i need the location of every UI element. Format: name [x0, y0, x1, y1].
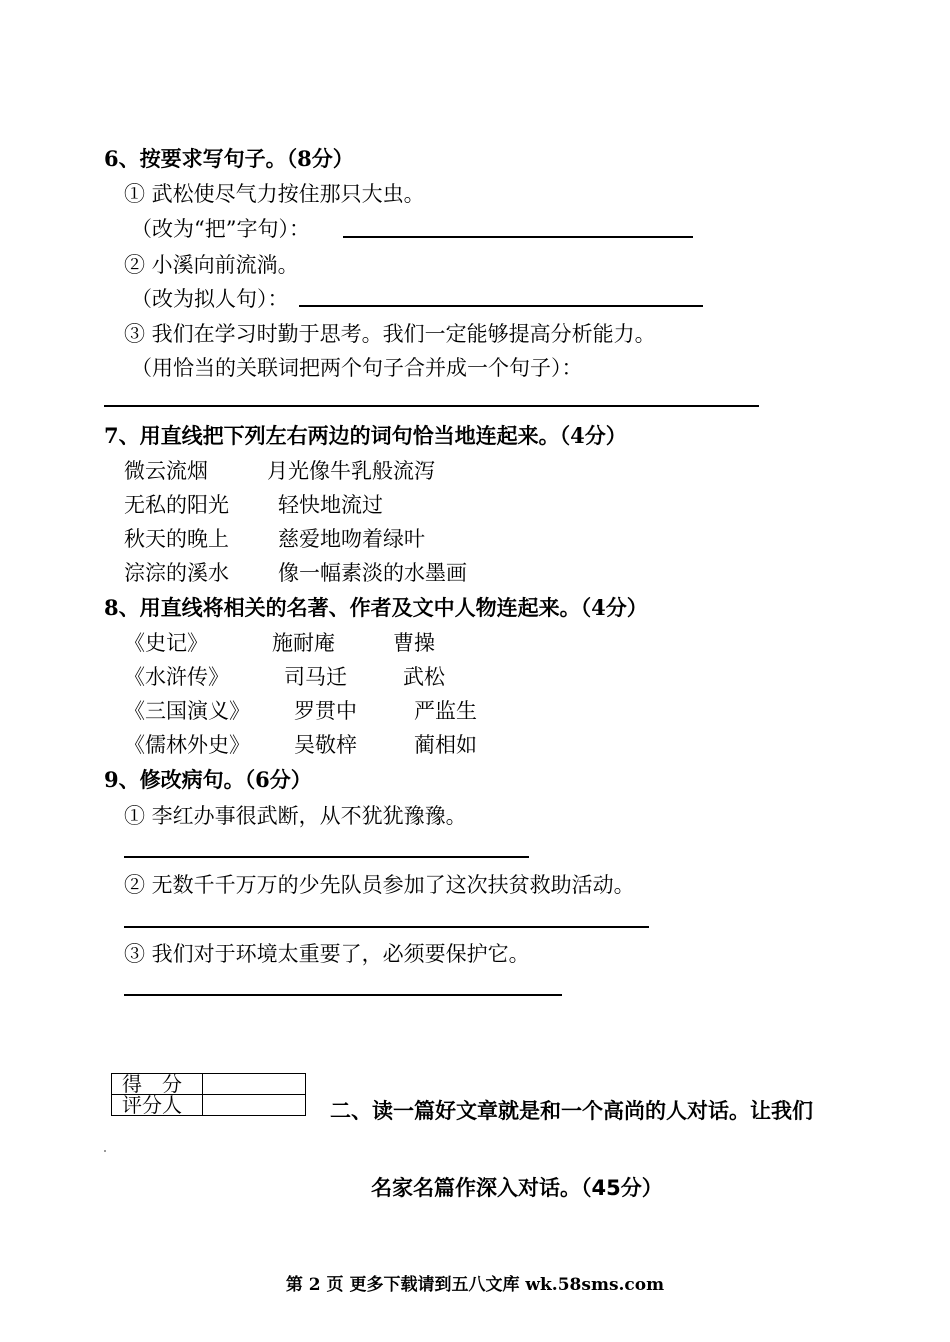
page-footer: 第 2 页 更多下载请到五八文库 wk.58sms.com: [285, 1275, 665, 1295]
q9-sentence-1: ① 李红办事很武断，从不犹犹豫豫。: [124, 804, 467, 828]
q6-task-1: （改为“把”字句）：: [131, 217, 310, 241]
grader-label: 评分人: [112, 1095, 203, 1116]
q9-answer-line-2[interactable]: [124, 926, 649, 928]
q8-character: 武松: [403, 665, 445, 689]
score-label: 得 分: [112, 1074, 203, 1095]
q7-right-item: 慈爱地吻着绿叶: [278, 527, 425, 551]
q9-sentence-3: ③ 我们对于环境太重要了，必须要保护它。: [124, 942, 530, 966]
q6-sentence-3: ③ 我们在学习时勤于思考。我们一定能够提高分析能力。: [124, 322, 656, 346]
q8-character: 蔺相如: [414, 733, 477, 757]
q9-sentence-2: ② 无数千千万万的少先队员参加了这次扶贫救助活动。: [124, 873, 635, 897]
q6-answer-line-3[interactable]: [104, 405, 759, 407]
q7-title: 7、用直线把下列左右两边的词句恰当地连起来。（4分）: [104, 423, 627, 448]
q8-title: 8、用直线将相关的名著、作者及文中人物连起来。（4分）: [104, 595, 648, 620]
q8-author: 司马迁: [284, 665, 347, 689]
q9-title: 9、修改病句。（6分）: [104, 767, 312, 792]
q7-left-item: 微云流烟: [124, 459, 208, 483]
section2-heading-line1: 二、读一篇好文章就是和一个高尚的人对话。让我们: [330, 1099, 813, 1123]
q6-title: 6、按要求写句子。（8分）: [104, 146, 354, 171]
q6-sentence-2: ② 小溪向前流淌。: [124, 253, 299, 277]
q9-answer-line-3[interactable]: [124, 994, 562, 996]
q8-character: 严监生: [414, 699, 477, 723]
q7-left-item: 秋天的晚上: [124, 527, 229, 551]
q8-character: 曹操: [393, 631, 435, 655]
q7-right-item: 像一幅素淡的水墨画: [278, 561, 467, 585]
q8-book: 《儒林外史》: [124, 733, 250, 757]
score-value-cell[interactable]: [203, 1074, 306, 1095]
q8-author: 施耐庵: [272, 631, 335, 655]
q6-answer-line-2[interactable]: [299, 305, 703, 307]
q7-right-item: 月光像牛乳般流泻: [267, 459, 435, 483]
q8-book: 《三国演义》: [124, 699, 250, 723]
q6-task-2: （改为拟人句）：: [131, 287, 289, 311]
q6-answer-line-1[interactable]: [343, 236, 693, 238]
grader-value-cell[interactable]: [203, 1095, 306, 1116]
q8-author: 吴敬梓: [294, 733, 357, 757]
q6-task-3: （用恰当的关联词把两个句子合并成一个句子）：: [131, 356, 583, 380]
q8-author: 罗贯中: [294, 699, 357, 723]
q9-answer-line-1[interactable]: [124, 856, 529, 858]
q8-book: 《水浒传》: [124, 665, 229, 689]
score-box: [111, 1073, 306, 1116]
q6-sentence-1: ① 武松使尽气力按住那只大虫。: [124, 182, 425, 206]
section2-heading-line2: 名家名篇作深入对话。（45分）: [371, 1176, 663, 1200]
stray-dot: [104, 1150, 106, 1152]
q7-left-item: 淙淙的溪水: [124, 561, 229, 585]
q7-right-item: 轻快地流过: [278, 493, 383, 517]
q7-left-item: 无私的阳光: [124, 493, 229, 517]
q8-book: 《史记》: [124, 631, 208, 655]
